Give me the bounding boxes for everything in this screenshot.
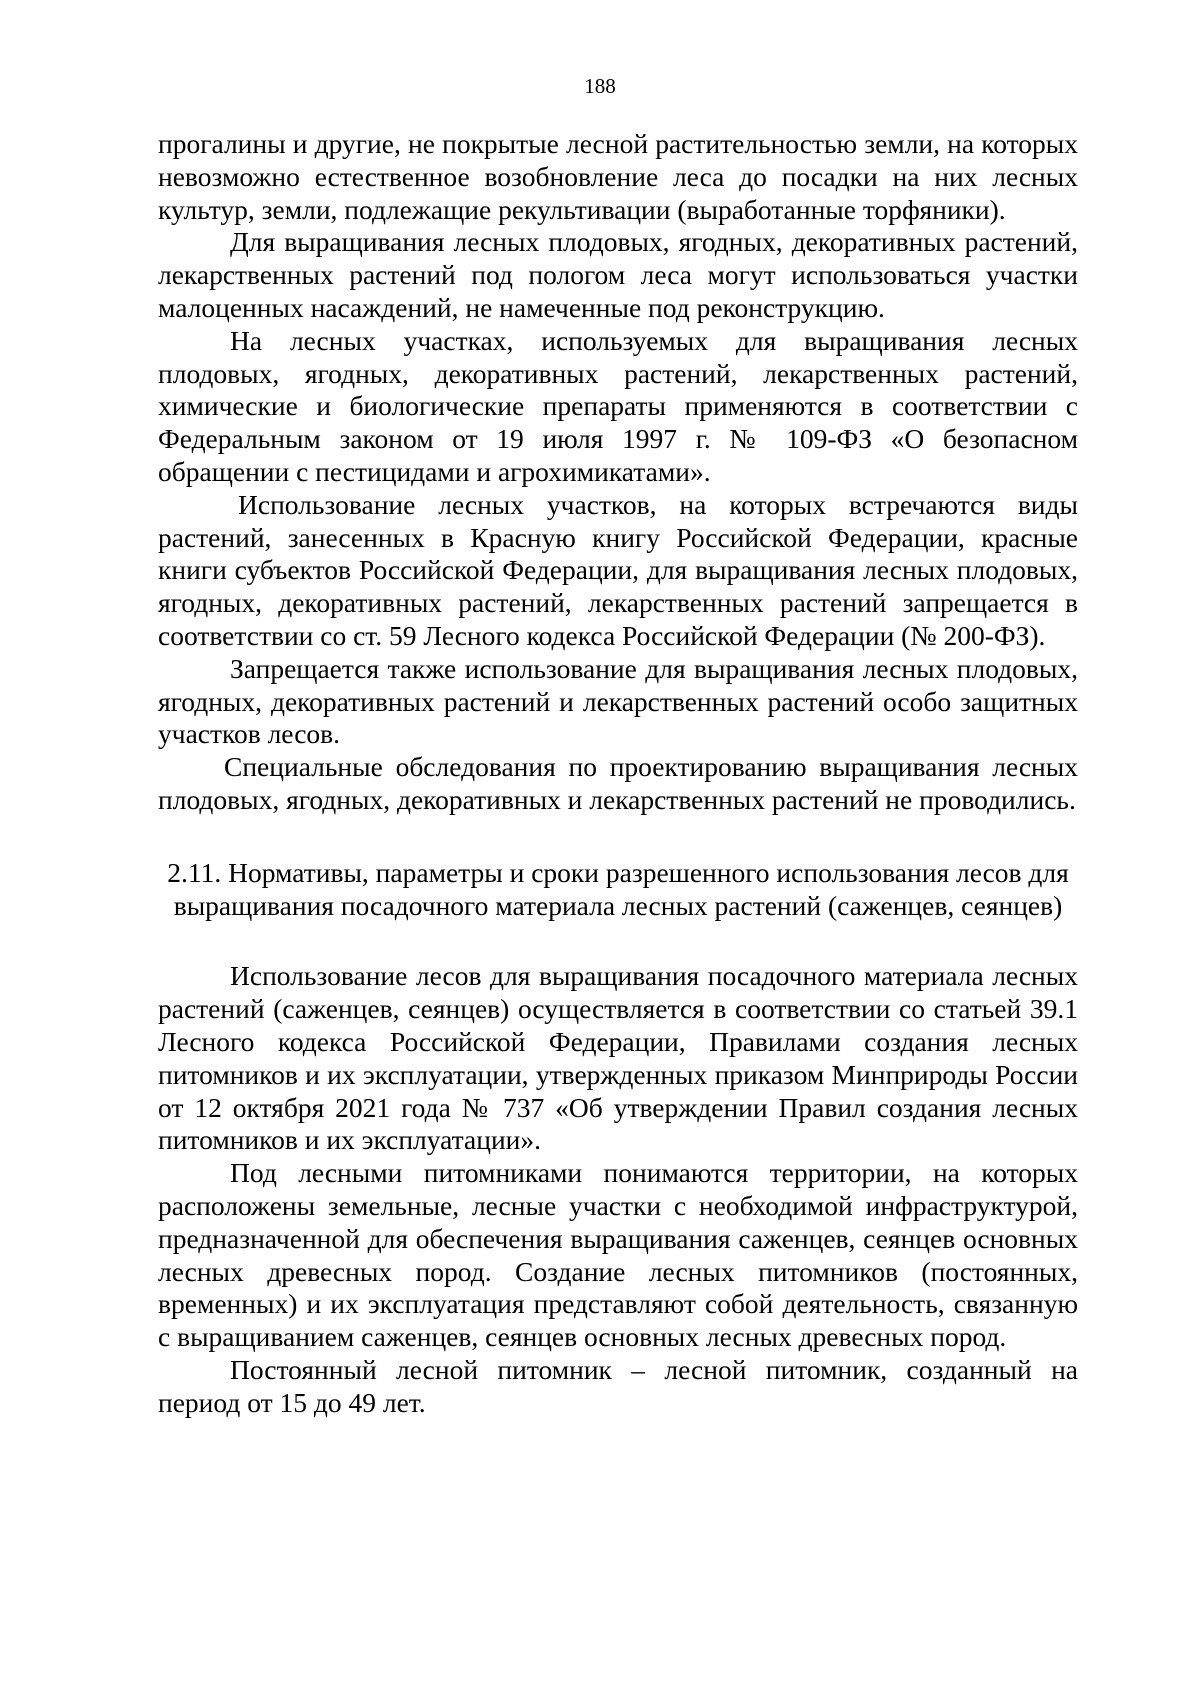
section-heading: 2.11. Нормативы, параметры и сроки разрешенного использования лесов для выращивания посадочного материала лесных растений (саженцев, сеянцев) [167,856,1069,921]
paragraph-permanent-nursery: Постоянный лесной питомник – лесной питомник, созданный на период от 15 до 49 лет. [158,1353,1078,1418]
paragraph-nursery-definition: Под лесными питомниками понимаются территории, на которых расположены земельные, лесные участки с необходимой инфраструктурой, предназначенной для обеспечения выращивания саженцев, сеянцев основных лесных древесных пород. Создание лесных питомников (постоянных, временных) и их эксплуатация представляют собой деятельность, связанную с выращиванием саженцев, сеянцев основных лесных древесных пород. [158,1157,1078,1353]
paragraph-understory-plots: Для выращивания лесных плодовых, ягодных, декоративных растений, лекарственных растений под пологом леса могут использоваться участки малоценных насаждений, не намеченные под реконструкцию. [158,226,1078,323]
paragraph-red-book-restriction: Использование лесных участков, на которых встречаются виды растений, занесенных в Красную книгу Российской Федерации, красные книги субъектов Российской Федерации, для выращивания лесных плодовых, ягодных, декоративных растений, лекарственных растений запрещается в соответствии со ст. 59 Лесного кодекса Российской Федерации (№ 200-ФЗ). [158,488,1078,651]
document-body [158,128,1078,1419]
paragraph-continuation: прогалины и другие, не покрытые лесной растительностью земли, на которых невозможно естественное возобновление леса до посадки на них лесных культур, земли, подлежащие рекультивации (выработанные торфяники). [158,128,1078,225]
paragraph-chemical-preparations: На лесных участках, используемых для выращивания лесных плодовых, ягодных, декоративных растений, лекарственных растений, химические и биологические препараты применяются в соответствии с Федеральным законом от 19 июля 1997 г. № 109-ФЗ «О безопасном обращении с пестицидами и агрохимикатами». [158,324,1078,487]
page-number: 188 [584,74,616,98]
paragraph-protective-areas: Запрещается также использование для выращивания лесных плодовых, ягодных, декоративных растений и лекарственных растений особо защитных участков лесов. [158,652,1078,750]
paragraph-special-surveys: Специальные обследования по проектированию выращивания лесных плодовых, ягодных, декоративных и лекарственных растений не проводились. [158,751,1078,815]
paragraph-nursery-regulation: Использование лесов для выращивания посадочного материала лесных растений (саженцев, сеянцев) осуществляется в соответствии со статьей 39.1 Лесного кодекса Российской Федерации, Правилами создания лесных питомников и их эксплуатации, утвержденных приказом Минприроды России от 12 октября 2021 года № 737 «Об утверждении Правил создания лесных питомников и их эксплуатации». [158,960,1078,1156]
